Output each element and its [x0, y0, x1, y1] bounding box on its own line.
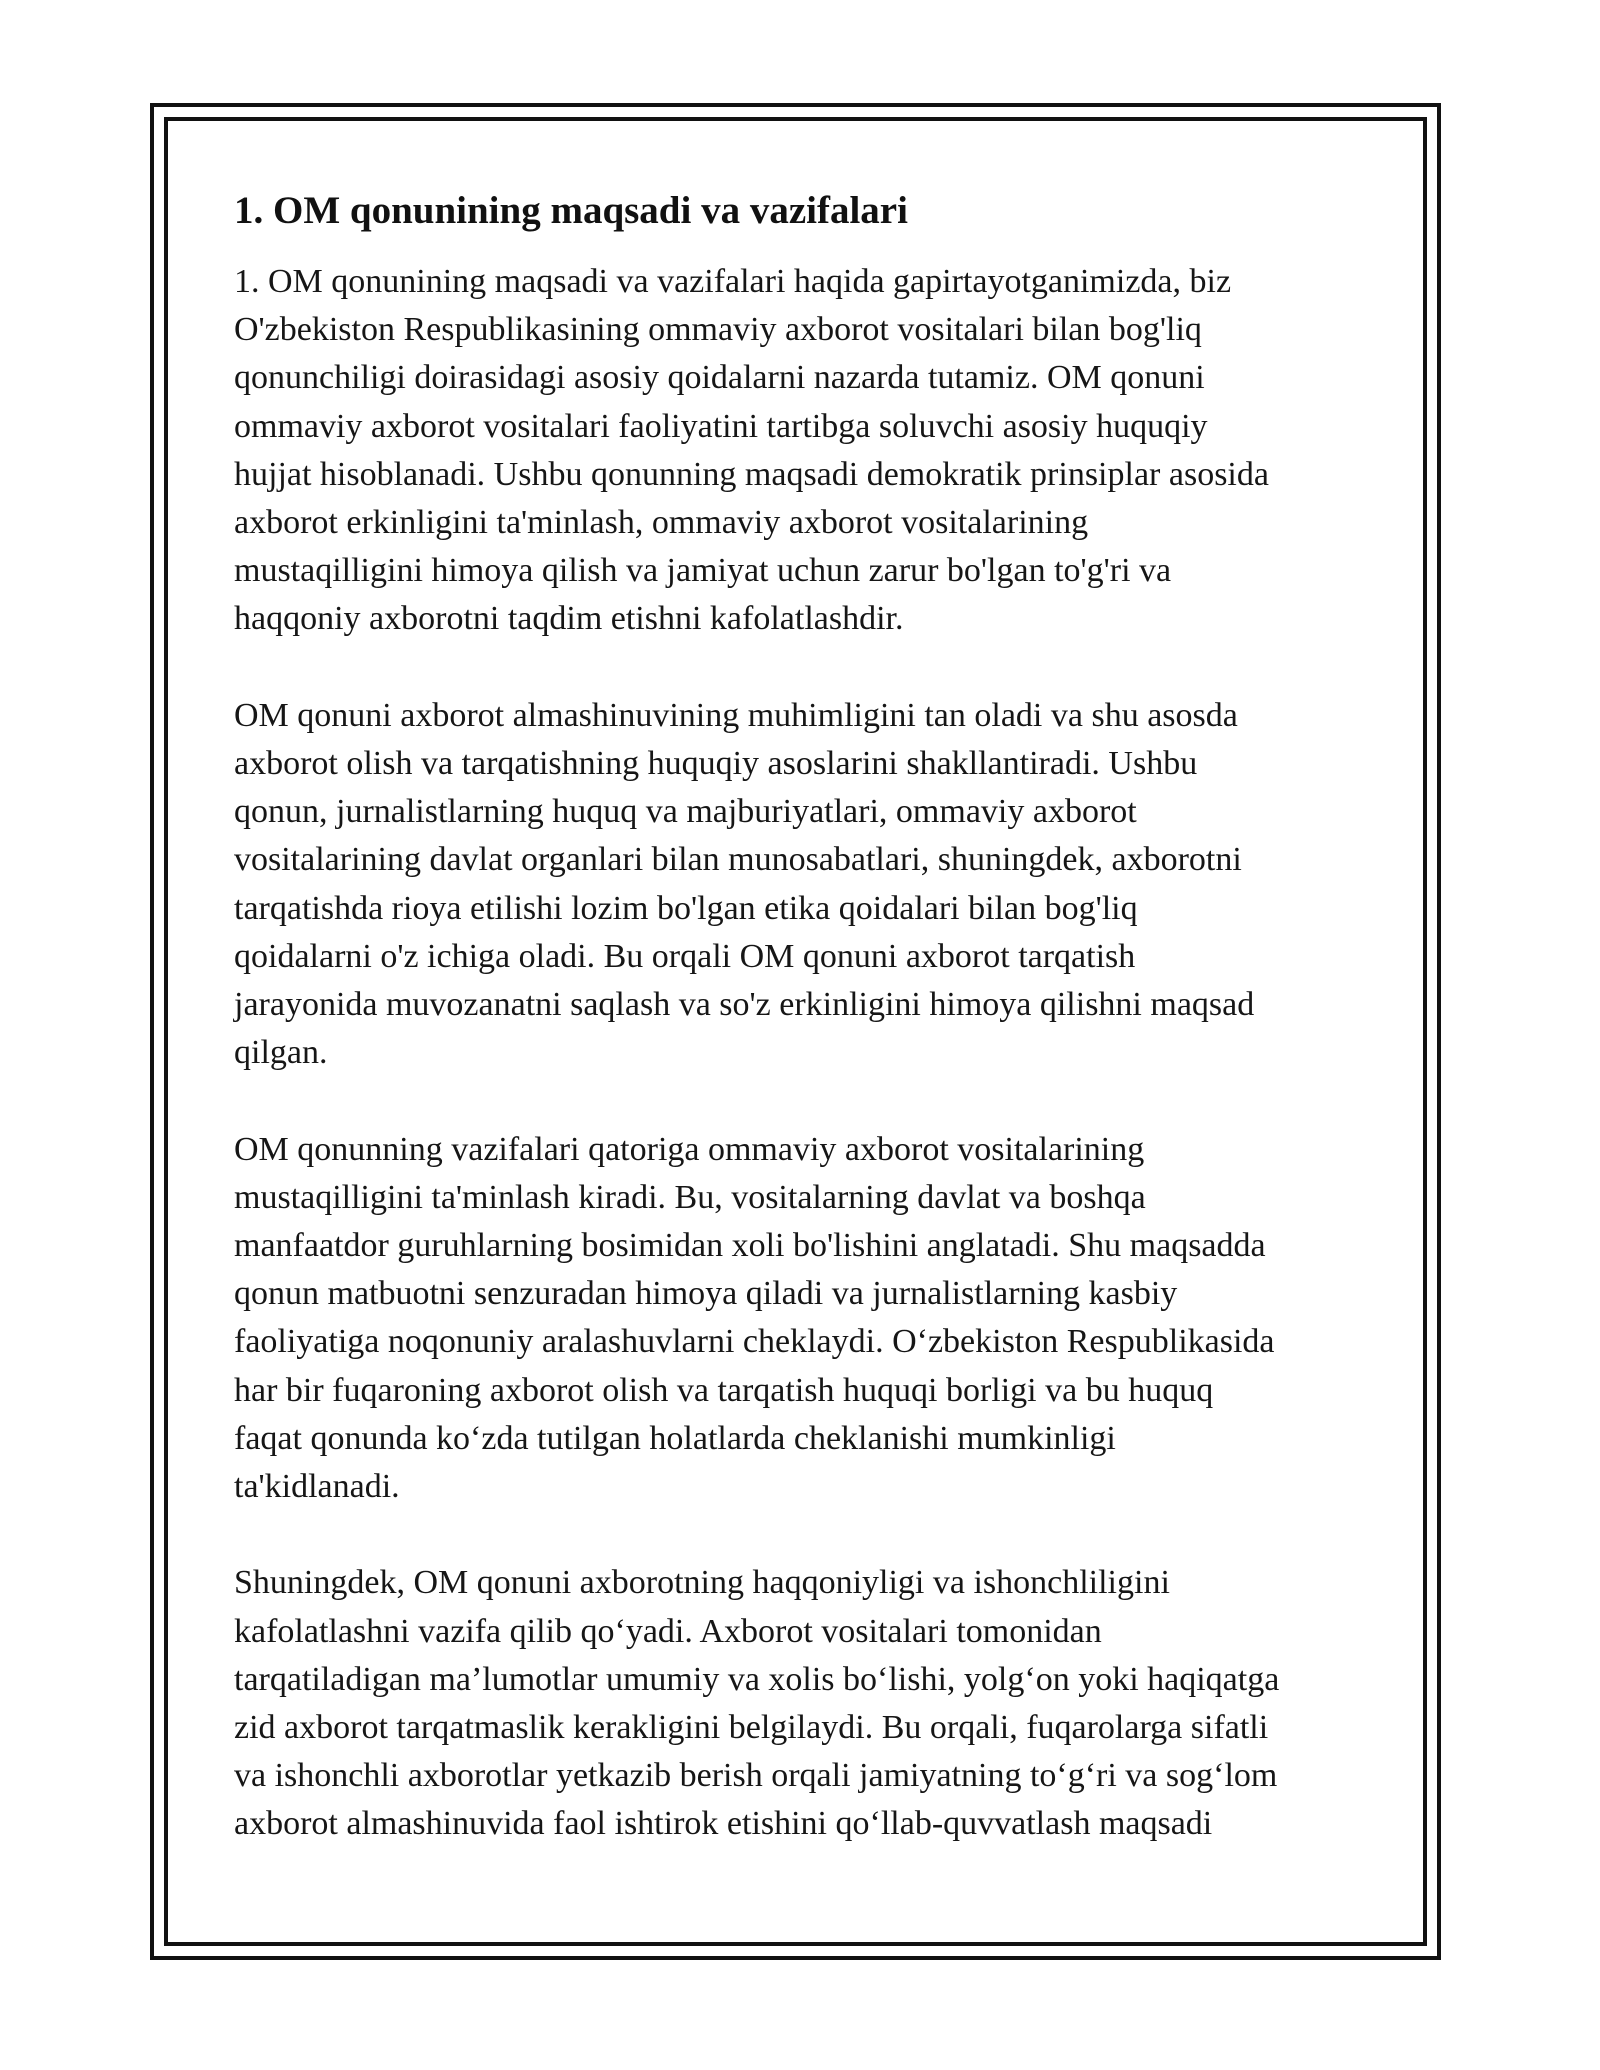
- paragraph-2: OM qonuni axborot almashinuvining muhimligini tan oladi va shu asosda axborot olish va tarqatishning huquqiy asoslarini shakllantiradi. Ushbu qonun, jurnalistlarning huquq va majburiyatlari, ommaviy axborot vositalarining davlat organlari bilan munosabatlari, shuningdek, axborotni tarqatishda rioya etilishi lozim bo'lgan etika qoidalari bilan bog'liq qoidalarni o'z ichiga oladi. Bu orqali OM qonuni axborot tarqatish jarayonida muvozanatni saqlash va so'z erkinligini himoya qilishni maqsad qilgan.: [234, 696, 1255, 1072]
- document-body: [234, 184, 1369, 1897]
- paragraph-4: Shuningdek, OM qonuni axborotning haqqoniyligi va ishonchliligini kafolatlashni vazifa qilib qo‘yadi. Axborot vositalari tomonidan tarqatiladigan ma’lumotlar umumiy va xolis bo‘lishi, yolg‘on yoki haqiqatga zid axborot tarqatmaslik kerakligini belgilaydi. Bu orqali, fuqarolarga sifatli va ishonchli axborotlar yetkazib berish orqali jamiyatning to‘g‘ri va sog‘lom axborot almashinuvida faol ishtirok etishini qo‘llab-quvvatlash maqsadi: [234, 1564, 1280, 1843]
- paragraph-1: 1. OM qonunining maqsadi va vazifalari haqida gapirtayotganimizda, biz O'zbekiston Respublikasining ommaviy axborot vositalari bilan bog'liq qonunchiligi doirasidagi asosiy qoidalarni nazarda tutamiz. OM qonuni ommaviy axborot vositalari faoliyatini tartibga soluvchi asosiy huquqiy hujjat hisoblanadi. Ushbu qonunning maqsadi demokratik prinsiplar asosida axborot erkinligini ta'minlash, ommaviy axborot vositalarining mustaqilligini himoya qilish va jamiyat uchun zarur bo'lgan to'g'ri va haqqoniy axborotni taqdim etishni kafolatlashdir.: [234, 263, 1269, 638]
- paragraph-3: OM qonunning vazifalari qatoriga ommaviy axborot vositalarining mustaqilligini ta'minlash kiradi. Bu, vositalarning davlat va boshqa manfaatdor guruhlarning bosimidan xoli bo'lishini anglatadi. Shu maqsadda qonun matbuotni senzuradan himoya qiladi va jurnalistlarning kasbiy faoliyatiga noqonuniy aralashuvlarni cheklaydi. O‘zbekiston Respublikasida har bir fuqaroning axborot olish va tarqatish huquqi borligi va bu huquq faqat qonunda ko‘zda tutilgan holatlarda cheklanishi mumkinligi ta'kidlanadi.: [234, 1130, 1275, 1506]
- section-heading: 1. OM qonunining maqsadi va vazifalari: [234, 189, 908, 232]
